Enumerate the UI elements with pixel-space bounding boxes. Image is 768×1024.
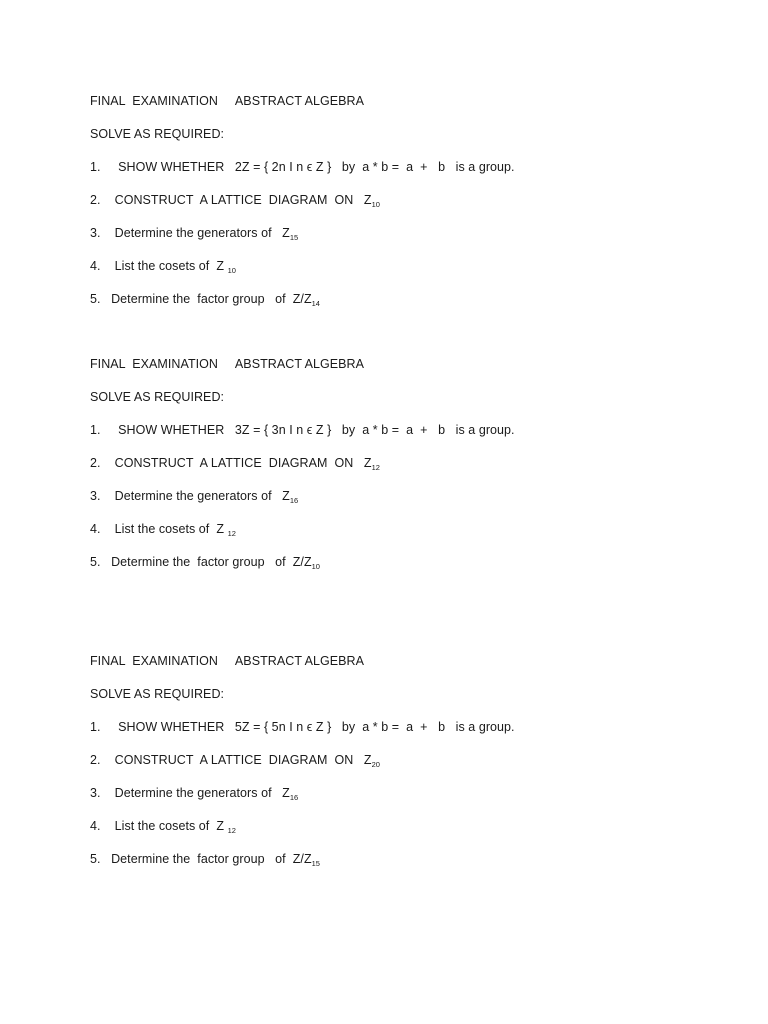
question-2 (90, 752, 380, 770)
question-text: 5. Determine the factor group of Z/Z (90, 292, 312, 306)
question-text: 4. List the cosets of Z (90, 819, 228, 833)
question-3 (90, 488, 298, 506)
question-1 (90, 719, 515, 735)
question-text: 1. SHOW WHETHER 5Z = { 5n I n ϵ Z } by a * b = a + b is a group. (90, 720, 515, 734)
subscript: 10 (371, 200, 380, 209)
question-text: 3. Determine the generators of Z (90, 786, 290, 800)
subscript: 10 (311, 562, 320, 571)
question-4 (90, 258, 236, 276)
exam-instruction: SOLVE AS REQUIRED: (90, 390, 225, 404)
exam-instruction: SOLVE AS REQUIRED: (90, 687, 225, 701)
subscript: 15 (311, 859, 320, 868)
subscript: 12 (227, 529, 236, 538)
question-3 (90, 225, 298, 243)
question-text: 3. Determine the generators of Z (90, 226, 290, 240)
question-text: 4. List the cosets of Z (90, 522, 228, 536)
question-text: 4. List the cosets of Z (90, 259, 228, 273)
question-text: 2. CONSTRUCT A LATTICE DIAGRAM ON Z (90, 753, 372, 767)
subscript: 15 (289, 233, 299, 242)
subscript: 10 (227, 266, 236, 275)
question-text: 2. CONSTRUCT A LATTICE DIAGRAM ON Z (90, 456, 372, 470)
question-text: 5. Determine the factor group of Z/Z (90, 852, 312, 866)
question-text: 3. Determine the generators of Z (90, 489, 290, 503)
question-2 (90, 455, 380, 473)
question-4 (90, 521, 236, 539)
subscript: 12 (371, 463, 380, 472)
question-text: 1. SHOW WHETHER 2Z = { 2n I n ϵ Z } by a * b = a + b is a group. (90, 160, 515, 174)
exam-header: FINAL EXAMINATION ABSTRACT ALGEBRA (90, 357, 365, 371)
subscript: 12 (227, 826, 236, 835)
question-1 (90, 422, 515, 438)
question-text: 2. CONSTRUCT A LATTICE DIAGRAM ON Z (90, 193, 372, 207)
question-3 (90, 785, 298, 803)
question-text: 1. SHOW WHETHER 3Z = { 3n I n ϵ Z } by a * b = a + b is a group. (90, 423, 515, 437)
question-4 (90, 818, 236, 836)
exam-header: FINAL EXAMINATION ABSTRACT ALGEBRA (90, 94, 365, 108)
question-text: 5. Determine the factor group of Z/Z (90, 555, 312, 569)
question-2 (90, 192, 380, 210)
subscript: 16 (289, 793, 299, 802)
question-5 (90, 851, 320, 869)
subscript: 20 (371, 760, 380, 769)
subscript: 14 (311, 299, 320, 308)
subscript: 16 (289, 496, 299, 505)
question-1 (90, 159, 515, 175)
exam-header: FINAL EXAMINATION ABSTRACT ALGEBRA (90, 654, 365, 668)
exam-instruction: SOLVE AS REQUIRED: (90, 127, 225, 141)
question-5 (90, 291, 320, 309)
question-5 (90, 554, 320, 572)
